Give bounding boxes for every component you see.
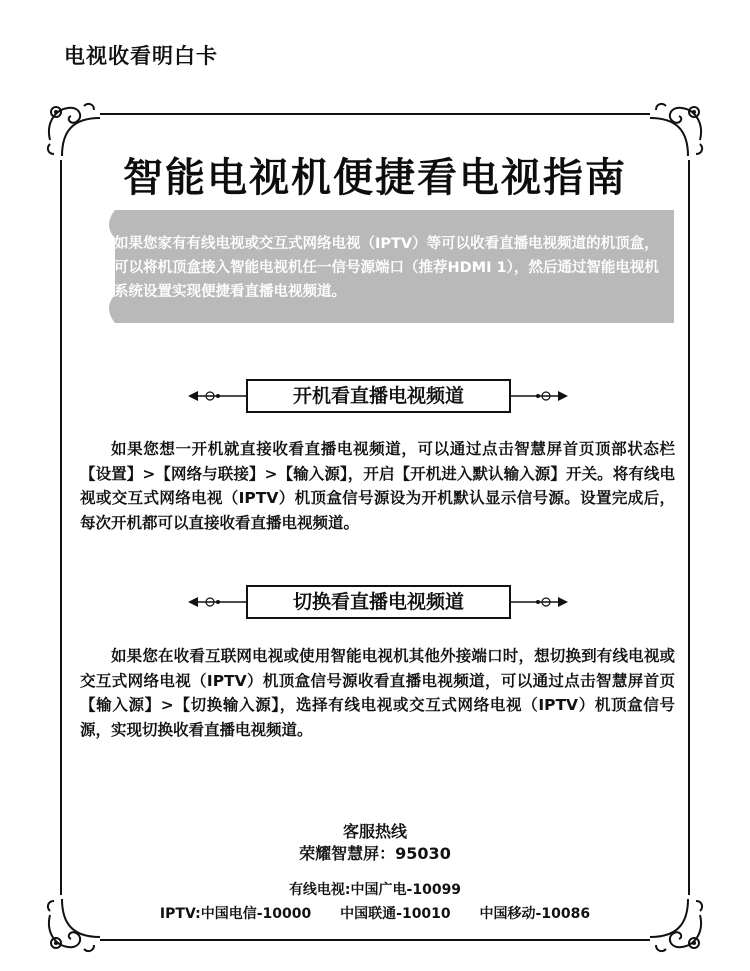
section-1-body: 如果您想一开机就直接收看直播电视频道，可以通过点击智慧屏首页顶部状态栏【设置】>【网络与联接】>【输入源】，开启【开机进入默认输入源】开关。将有线电视或交互式网络电视（IPTV）机顶盒信号源设为开机默认显示信号源。设置完成后，每次开机都可以直接收看直播电视频道。 bbox=[80, 440, 675, 532]
guide-title: 智能电视机便捷看电视指南 bbox=[123, 155, 627, 201]
frame-top-line bbox=[100, 113, 650, 115]
section-2-body: 如果您在收看互联网电视或使用智能电视机其他外接端口时，想切换到有线电视或交互式网络电视（IPTV）机顶盒信号源收看直播电视频道，可以通过点击智慧屏首页【输入源】>【切换输入源】，选择有线电视或交互式网络电视（IPTV）机顶盒信号源，实现切换收看直播电视频道。 bbox=[80, 647, 675, 739]
section-1-right-ornament bbox=[508, 388, 568, 404]
frame-right-line bbox=[688, 160, 690, 895]
unicom-hotline: 中国联通-10010 bbox=[340, 906, 451, 922]
section-2-right-ornament bbox=[508, 594, 568, 610]
cable-hotline: 有线电视:中国广电-10099 bbox=[288, 882, 462, 898]
section-1-left-ornament bbox=[188, 388, 248, 404]
frame-left-line bbox=[60, 160, 62, 895]
card-label: 电视收看明白卡 bbox=[64, 44, 218, 68]
hotline-heading: 客服热线 bbox=[342, 822, 407, 841]
operator-hotlines bbox=[0, 903, 750, 923]
intro-text: 如果您家有有线电视或交互式网络电视（IPTV）等可以收看直播电视频道的机顶盒，可以将机顶盒接入智能电视机任一信号源端口（推荐HDMI 1），然后通过智能电视机系统设置实现便捷看直播电视频道。 bbox=[114, 236, 659, 300]
mobile-hotline: 中国移动-10086 bbox=[479, 906, 591, 922]
iptv-telecom-hotline: IPTV:中国电信-10000 bbox=[159, 906, 312, 922]
section-2-left-ornament bbox=[188, 594, 248, 610]
section-2-title: 切换看直播电视频道 bbox=[246, 585, 511, 619]
frame-bottom-line bbox=[100, 939, 650, 941]
section-1-title: 开机看直播电视频道 bbox=[246, 379, 511, 413]
honor-hotline: 荣耀智慧屏：95030 bbox=[299, 844, 451, 863]
